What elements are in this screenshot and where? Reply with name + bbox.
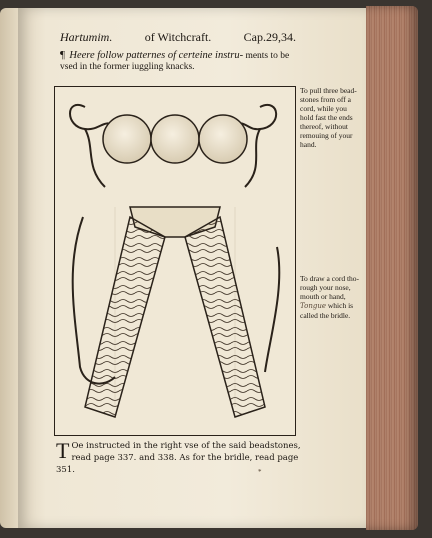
bottom-caption [56,440,304,476]
note2-before: To draw a cord tho-rough your nose, mouth or hand, [300,274,360,301]
left-page-edge [0,8,20,528]
running-header [60,30,296,45]
bridle-device [85,207,265,417]
intro-italic: Heere follow patternes of certeine instru- [69,50,244,61]
intro-paragraph [60,50,300,73]
intro-rest: ments to be vsed in the former iuggling knacks. [60,51,290,72]
margin-note-beadstones: To pull three bead-stones from off a cord, while you hold fast the ends thereof, without remouing of your hand. [300,86,357,149]
footer-mark: * [258,468,262,476]
drop-cap: T [56,438,70,463]
page-block-edges [366,6,418,530]
handwritten-annotation: Tongue [300,302,326,310]
pilcrow-mark: ¶ [60,49,65,61]
note2-after: which is called the bridle. [300,301,354,320]
margin-note-bridle [300,274,360,320]
bead-stones [103,115,247,163]
header-right: Cap.29,34. [243,30,296,44]
woodcut-illustration [54,86,296,436]
header-left: Hartumim. [60,30,113,44]
header-center: of Witchcraft. [144,30,212,44]
caption-text: Oe instructed in the right vse of the said beadstones, read page 337. and 338. As for the bridle, read page 351. [56,441,301,475]
